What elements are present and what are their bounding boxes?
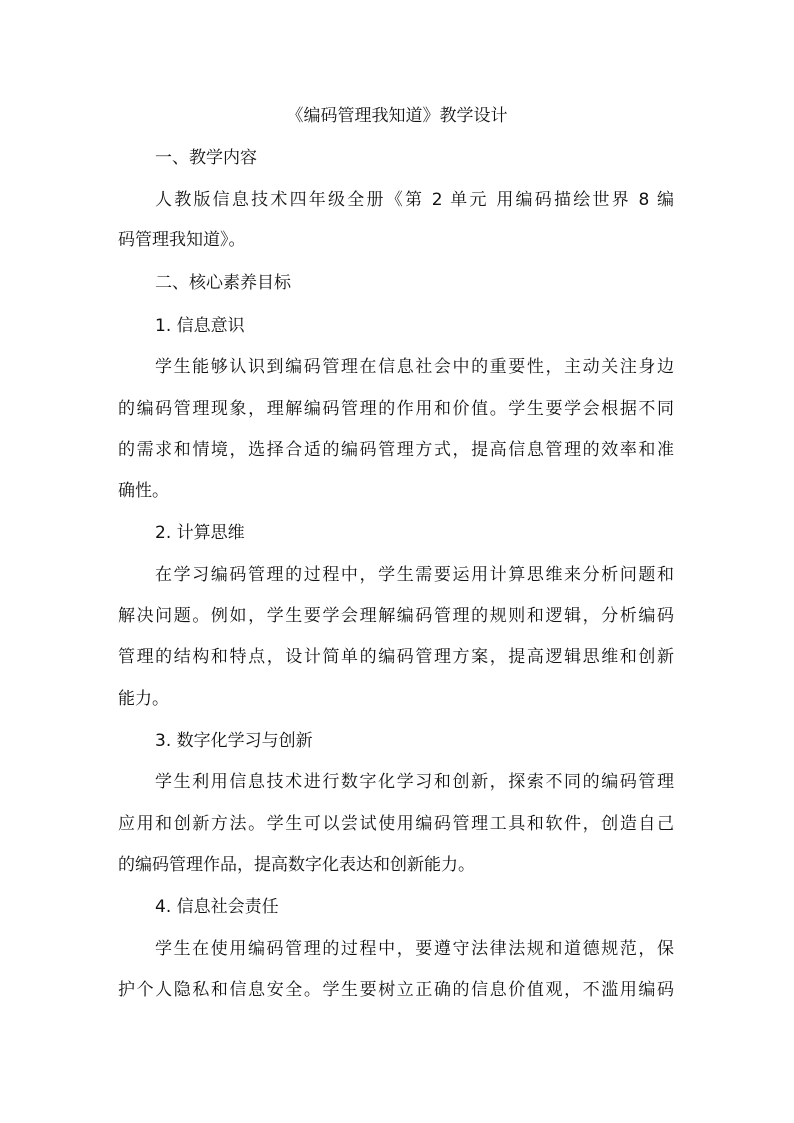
paragraph-line: 人教版信息技术四年级全册《第 2 单元 用编码描绘世界 8 编 (155, 190, 674, 210)
paragraph-line: 码管理我知道》。 (118, 230, 246, 250)
document-title: 《编码管理我知道》教学设计 (286, 106, 508, 126)
paragraph-line: 学生在使用编码管理的过程中，要遵守法律法规和道德规范，保 (155, 939, 674, 959)
section-heading-content: 一、教学内容 (155, 148, 257, 168)
paragraph-line: 在学习编码管理的过程中，学生需要运用计算思维来分析问题和 (155, 565, 674, 585)
paragraph-line: 的编码管理现象，理解编码管理的作用和价值。学生要学会根据不同 (118, 399, 674, 419)
paragraph-line: 学生能够认识到编码管理在信息社会中的重要性，主动关注身边 (155, 357, 674, 377)
paragraph-line: 的需求和情境，选择合适的编码管理方式，提高信息管理的效率和准 (118, 440, 674, 460)
paragraph-line: 确性。 (118, 481, 169, 501)
subsection-heading-computational-thinking: 2. 计算思维 (155, 523, 245, 543)
paragraph-line: 护个人隐私和信息安全。学生要树立正确的信息价值观，不滥用编码 (118, 980, 674, 1000)
subsection-heading-information-awareness: 1. 信息意识 (155, 316, 245, 336)
subsection-heading-digital-learning: 3. 数字化学习与创新 (155, 731, 313, 751)
subsection-heading-social-responsibility: 4. 信息社会责任 (155, 897, 279, 917)
paragraph-line: 的编码管理作品，提高数字化表达和创新能力。 (118, 855, 475, 875)
paragraph-line: 能力。 (118, 689, 169, 709)
section-heading-goals: 二、核心素养目标 (155, 273, 291, 293)
paragraph-line: 应用和创新方法。学生可以尝试使用编码管理工具和软件，创造自己 (118, 814, 674, 834)
paragraph-line: 学生利用信息技术进行数字化学习和创新，探索不同的编码管理 (155, 772, 674, 792)
paragraph-line: 管理的结构和特点，设计简单的编码管理方案，提高逻辑思维和创新 (118, 647, 674, 667)
paragraph-line: 解决问题。例如，学生要学会理解编码管理的规则和逻辑，分析编码 (118, 606, 674, 626)
